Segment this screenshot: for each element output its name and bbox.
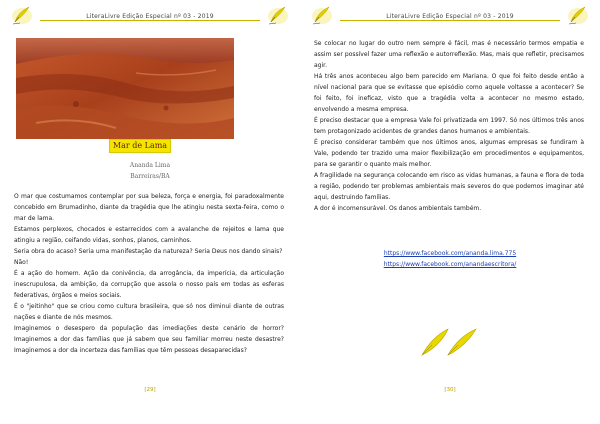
feather-quill-logo-icon — [266, 4, 290, 26]
mud-landscape-photo — [16, 38, 234, 139]
paragraph: É a ação do homem. Ação da conivência, da arrogância, da imperícia, da articulação inescrupulosa, da ambição, da corrupção que assola o nosso país em todas as esferas federativas, órgãos e meios sociais. — [14, 270, 284, 299]
paragraph: Se colocar no lugar do outro nem sempre é fácil, mas é necessário termos empatia e assim ser possível fazer uma reflexão e autorreflexão. Mas, mais que refletir, precisamos agir. — [314, 40, 584, 69]
header-rule — [40, 20, 260, 21]
article-title: Mar de Lama — [109, 139, 171, 153]
header-rule — [340, 20, 560, 21]
paragraph: É preciso destacar que a empresa Vale foi privatizada em 1997. Só nos últimos três anos tem protagonizado acidentes de grandes danos humanos e ambientais. — [314, 117, 584, 135]
author-place: Barreiras/BA — [130, 173, 170, 180]
paragraph: Imaginemos o desespero da população das imediações deste cenário de horror? Imaginemos a dor das famílias que já sabem que seu familiar morreu neste desastre? Imaginemos a dor da incerteza das famílias que têm pessoas desaparecidas? — [14, 325, 284, 354]
right-page — [300, 0, 600, 424]
paragraph: É preciso considerar também que nos últimos anos, algumas empresas se fundiram à Vale, podendo ter trazido uma maior flexibilização em procedimentos e equipamentos, para se garantir o quanto mais melhor. — [314, 139, 584, 168]
paragraph: É o "jeitinho" que se criou como cultura brasileira, que só nos diminui diante de outras nações e diante de nós mesmos. — [14, 303, 284, 321]
page-number: [29] — [144, 387, 156, 393]
header-title: LiteraLivre Edição Especial nº 03 - 2019 — [386, 13, 514, 20]
feather-quill-logo-icon — [566, 4, 590, 26]
paragraph: Seria obra do acaso? Seria uma manifestação da natureza? Seria Deus nos dando sinais? — [14, 248, 283, 255]
page-number: [30] — [444, 387, 456, 393]
article-body — [14, 191, 284, 356]
facebook-link[interactable]: https://www.facebook.com/anandaescritora/ — [383, 261, 517, 268]
page-header — [310, 4, 590, 26]
paragraph: O mar que costumamos contemplar por sua beleza, força e energia, foi paradoxalmente concebido em Brumadinho, diante da tragédia que lhe atingiu nesta sexta-feira, como o mar de lama. — [14, 193, 284, 222]
paragraph: Estamos perplexos, chocados e estarrecidos com a avalanche de rejeitos e lama que atingiu a região, ceifando vidas, sonhos, planos, caminhos. — [14, 226, 284, 244]
feathers-decoration-icon — [418, 325, 482, 359]
author-name: Ananda Lima — [129, 162, 171, 169]
page-header — [10, 4, 290, 26]
paragraph: A dor é incomensurável. Os danos ambientais também. — [314, 205, 482, 212]
header-title: LiteraLivre Edição Especial nº 03 - 2019 — [86, 13, 214, 20]
paragraph: A fragilidade na segurança colocando em risco as vidas humanas, a fauna e flora de toda a região, podendo ter problemas ambientais mais severos do que podemos imaginar até aqui, destruindo famílias. — [314, 172, 584, 201]
paragraph: Há três anos aconteceu algo bem parecido em Mariana. O que foi feito desde então a nível nacional para que se evitasse que episódio como aquele voltasse a acontecer? Se foi feito, foi ineficaz, visto que a tragédia volta a acontecer no mesmo estado, envolvendo a mesma empresa. — [314, 73, 584, 113]
facebook-link[interactable]: https://www.facebook.com/ananda.lima.775 — [383, 250, 517, 257]
paragraph: Não! — [14, 259, 29, 266]
article-body-continued — [314, 38, 584, 214]
author-links — [300, 248, 600, 270]
